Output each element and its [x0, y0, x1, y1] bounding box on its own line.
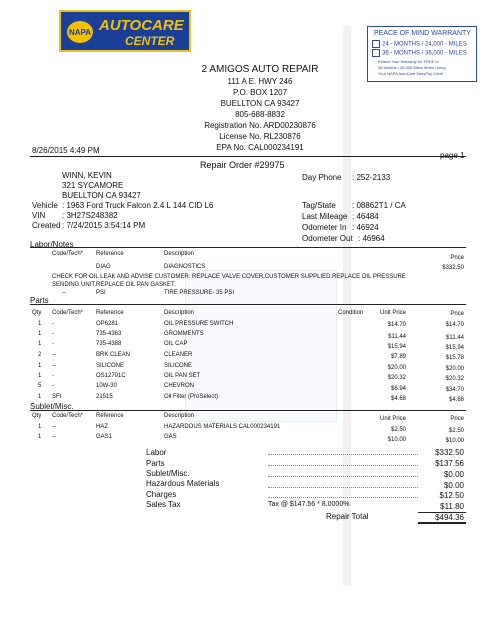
repair-total-label: Repair Total: [326, 512, 369, 521]
sublet-header-price: Price: [450, 416, 464, 422]
odometer-out-value: : 46964: [358, 234, 385, 243]
part-unit-price: $20.32: [387, 375, 406, 381]
shop-address-2: P.O. BOX 1207: [232, 88, 288, 97]
logo-autocare-text: AUTOCARE: [99, 17, 184, 34]
part-unit-price: $14.70: [387, 322, 406, 328]
shop-city: BUELLTON CA 93427: [220, 99, 300, 108]
tag-state-label: Tag/State: [302, 201, 336, 210]
vin-label: VIN: [32, 211, 46, 220]
part-qty: 2: [38, 352, 42, 358]
parts-header-price: Price: [450, 311, 464, 317]
leader-dots: [268, 487, 418, 488]
sublet-description: GAS: [164, 434, 177, 440]
sublet-header-code: Code/Tech*: [52, 413, 84, 419]
part-description: CHEVRON: [164, 383, 195, 389]
page-number: page 1: [440, 151, 465, 160]
total-parts-label: Parts: [146, 459, 165, 468]
napa-autocare-logo: [59, 10, 191, 52]
odometer-in-label: Odometer In: [302, 223, 347, 232]
vin-value: : 3H27S248382: [62, 211, 118, 220]
warranty-option-36: 36 - MONTHS / 36,000 - MILES: [382, 50, 467, 57]
parts-header-condition: Condition: [338, 310, 364, 316]
labor-description: DIAGNOSTICS: [164, 264, 206, 270]
leader-dots: [268, 465, 418, 466]
total-sublet-value: $0.00: [443, 470, 464, 479]
warranty-option-24: 24 - MONTHS / 24,000 - MILES: [382, 41, 467, 48]
part-unit-price: $4.68: [390, 396, 406, 402]
divider: [30, 304, 466, 305]
leader-dots: [268, 454, 418, 455]
labor-code: --: [62, 290, 66, 296]
total-charges-label: Charges: [146, 490, 177, 499]
labor-section-title: Labor/Notes: [30, 240, 74, 249]
total-labor-value: $332.50: [435, 448, 464, 457]
logo-center-text: CENTER: [125, 34, 175, 48]
total-labor-label: Labor: [146, 448, 167, 457]
created-label: Created: [32, 221, 61, 230]
part-reference: 21515: [96, 394, 113, 400]
warranty-note-2: 36 Months / 36,000 Miles When Using: [378, 65, 446, 70]
warranty-note-1: Extend Your Warranty for FREE to: [378, 59, 439, 64]
sublet-header-qty: Qty: [32, 413, 42, 419]
shop-phone: 805-688-8832: [235, 110, 285, 119]
sublet-unit-price: $10.00: [387, 437, 406, 443]
total-hazardous-label: Hazardous Materials: [146, 479, 220, 488]
part-price: $20.00: [445, 366, 464, 372]
last-mileage-label: Last Mileage: [302, 212, 348, 221]
labor-note-line-1: CHECK FOR OIL LEAK AND ADVISE CUSTOMER. REPLACE VALVE COVER,CUSTOMER SUPPLIED.REPLACE OIL PRESSURE: [52, 274, 406, 280]
sublet-description: HAZARDOUS MATERIALS CAL000234191: [164, 424, 281, 430]
part-unit-price: $6.94: [390, 386, 406, 392]
warranty-title: PEACE OF MIND WARRANTY: [374, 30, 471, 37]
parts-header-code: Code/Tech*: [52, 310, 84, 316]
part-unit-price: $11.44: [388, 334, 406, 340]
odometer-in-value: : 46924: [352, 223, 379, 232]
parts-header-unit-price: Unit Price: [379, 310, 406, 316]
labor-description: TIRE PRESSURE- 35 PSI: [164, 290, 235, 296]
sublet-code: --: [52, 424, 56, 430]
sublet-code: --: [52, 434, 56, 440]
part-code: -: [52, 321, 54, 327]
tag-state-value: : 08862T1 / CA: [352, 201, 406, 210]
part-reference: 735-4388: [96, 341, 122, 347]
parts-header-qty: Qty: [32, 310, 42, 316]
warranty-box: [367, 26, 477, 82]
shop-address-1: 111 A E. HWY 246: [227, 77, 293, 86]
parts-header-reference: Reference: [96, 310, 124, 316]
part-qty: 5: [38, 383, 42, 389]
total-tax-detail: Tax @ $147.56 * 8.0000%: [268, 501, 350, 508]
part-reference: OS12701C: [96, 373, 126, 379]
labor-header-reference: Reference: [96, 251, 124, 257]
part-reference: SILICONE: [96, 363, 125, 369]
labor-note-line-2: SENDING UNIT.REPLACE OIL PAN GASKET.: [52, 282, 176, 288]
total-parts-value: $137.56: [435, 459, 464, 468]
print-datetime: 8/26/2015 4:49 PM: [32, 146, 100, 155]
sublet-qty: 1: [38, 424, 42, 430]
part-description: GROMMENTS: [164, 331, 204, 337]
part-description: SILICONE: [164, 363, 193, 369]
leader-dots: [268, 497, 418, 498]
last-mileage-value: : 46484: [352, 212, 379, 221]
part-reference: 10W-30: [96, 383, 117, 389]
part-price: $4.68: [448, 397, 464, 403]
part-description: OIL CAP: [164, 341, 188, 347]
day-phone-value: : 252-2133: [352, 173, 391, 182]
part-unit-price: $15.94: [387, 344, 406, 350]
parts-header-description: Description: [164, 310, 195, 316]
part-qty: 1: [38, 331, 42, 337]
customer-name: WINN, KEVIN: [62, 171, 112, 180]
part-code: -: [52, 331, 54, 337]
total-tax-label: Sales Tax: [146, 500, 181, 509]
created-value: : 7/24/2015 3:54:14 PM: [62, 221, 146, 230]
labor-reference: DIAG: [96, 264, 111, 270]
repair-order-number: Repair Order #29975: [200, 160, 285, 170]
part-qty: 1: [38, 373, 42, 379]
part-unit-price: $20.00: [387, 365, 406, 371]
part-price: $15.94: [445, 345, 464, 351]
sublet-price: $10.00: [445, 438, 464, 444]
part-qty: 1: [38, 341, 42, 347]
napa-badge: NAPA: [65, 19, 95, 45]
part-code: --: [52, 352, 56, 358]
labor-price: $332.50: [442, 265, 464, 271]
sublet-price: $2.50: [448, 428, 464, 434]
sublet-reference: GAS1: [96, 434, 113, 440]
labor-header-code: Code/Tech*: [52, 251, 84, 257]
shop-epa: EPA No. CAL000234191: [216, 143, 304, 152]
odometer-out-label: Odometer Out: [302, 234, 353, 243]
part-description: OIL PRESSURE SWITCH: [164, 321, 234, 327]
part-description: OIL PAN SET: [164, 373, 201, 379]
parts-section-title: Parts: [30, 296, 49, 305]
shop-registration: Registration No. ARD00230876: [204, 121, 316, 130]
part-qty: 1: [38, 394, 42, 400]
checkbox-24-months[interactable]: [372, 40, 380, 48]
sublet-header-unit-price: Unit Price: [379, 416, 406, 422]
part-price: $15.78: [445, 355, 464, 361]
sublet-unit-price: $2.50: [390, 427, 406, 433]
part-code: SFI: [52, 394, 62, 400]
total-tax-value: $11.80: [440, 502, 464, 511]
vehicle-value: : 1963 Ford Truck Falcon 2.4 L 144 CID L6: [62, 201, 214, 210]
customer-city: BUELLTON CA 93427: [62, 191, 141, 200]
shop-name: 2 AMIGOS AUTO REPAIR: [201, 64, 319, 75]
part-qty: 1: [38, 321, 42, 327]
sublet-header-description: Description: [164, 413, 195, 419]
divider: [30, 410, 466, 411]
part-price: $14.70: [445, 322, 464, 328]
repair-total-value: $494.36: [435, 513, 464, 522]
part-unit-price: $7.89: [390, 354, 406, 360]
part-code: -: [52, 373, 54, 379]
labor-header-price: Price: [450, 255, 464, 261]
sublet-section-title: Sublet/Misc.: [30, 402, 74, 411]
divider: [30, 156, 466, 157]
part-reference: OP6281: [96, 321, 119, 327]
shop-license: License No. RL230876: [219, 132, 301, 141]
part-qty: 1: [38, 363, 42, 369]
labor-reference: PSI: [96, 290, 106, 296]
customer-street: 321 SYCAMORE: [62, 181, 124, 190]
part-price: $11.44: [446, 335, 464, 341]
sublet-header-reference: Reference: [96, 413, 124, 419]
sublet-reference: HAZ: [96, 424, 108, 430]
part-description: Oil Filter (ProSelect): [164, 394, 219, 400]
vehicle-label: Vehicle: [32, 201, 58, 210]
day-phone-label: Day Phone: [302, 173, 342, 182]
part-code: -: [52, 341, 54, 347]
double-underline: [418, 522, 466, 524]
warranty-note-3: Your NAPA AutoCare EasyPay Card!: [378, 71, 444, 76]
total-hazardous-value: $0.00: [443, 481, 464, 490]
part-price: $20.32: [445, 376, 464, 382]
part-description: CLEANER: [164, 352, 193, 358]
divider: [30, 247, 466, 248]
part-code: -: [52, 383, 54, 389]
part-reference: BRK CLEAN: [96, 352, 131, 358]
sublet-qty: 1: [38, 434, 42, 440]
total-charges-value: $12.50: [439, 491, 464, 500]
part-reference: 735-4363: [96, 331, 122, 337]
part-code: --: [52, 363, 56, 369]
part-price: $34.70: [445, 387, 464, 393]
leader-dots: [268, 476, 418, 477]
labor-header-description: Description: [164, 251, 195, 257]
total-sublet-label: Sublet/Misc.: [146, 469, 190, 478]
checkbox-36-months[interactable]: [372, 49, 380, 57]
